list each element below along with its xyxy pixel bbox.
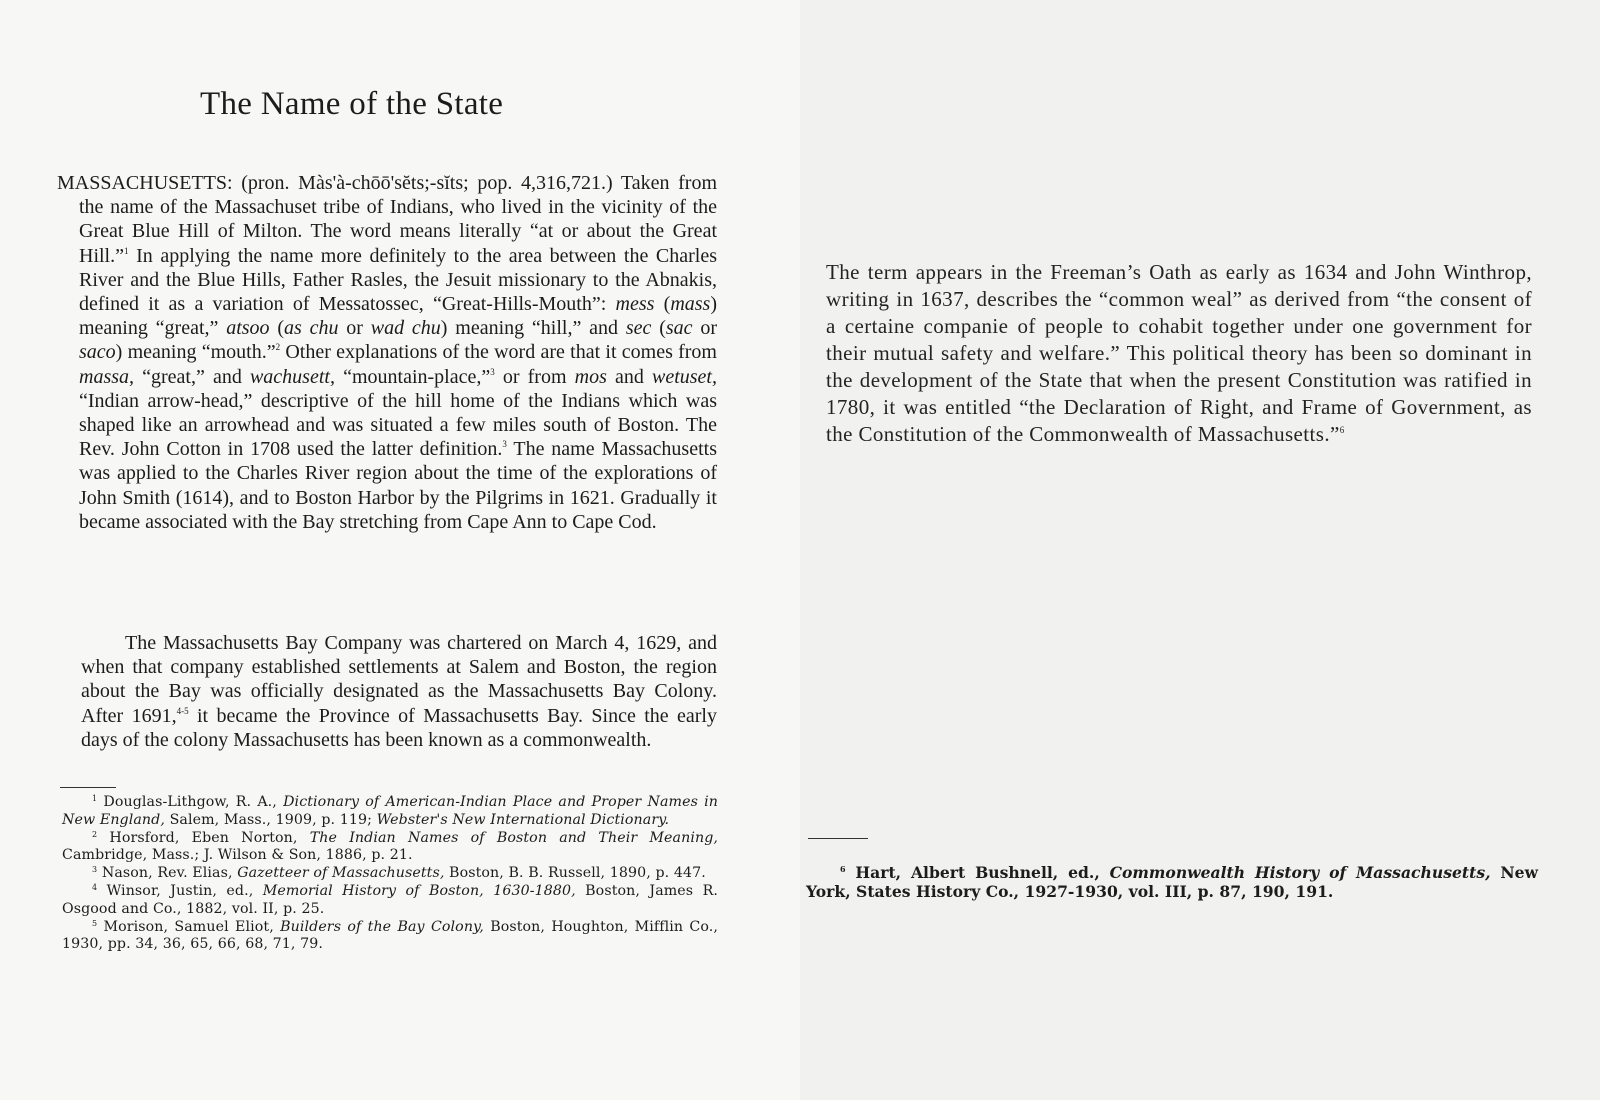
footnote-ref: 3 — [502, 439, 507, 450]
footnotes-left — [62, 794, 718, 954]
footnote-5: $^5$ Morison, Samuel Eliot, Builders of the Bay Colony, Boston, Houghton, Mifflin Co., 1930, pp. 34, 36, 65, 66, 68, 71, 79. — [62, 918, 718, 953]
footnote-1: $^1$ Douglas-Lithgow, R. A., Dictionary of American-Indian Place and Proper Names in New England, Salem, Mass., 1909, p. 119; Webster's New International Dictionary. — [62, 794, 719, 828]
body-paragraph-1: MASSACHUSETTS: (pron. Màs'à-chōō'sĕts;-sĭts; pop. 4,316,721.) Taken from the name of the Massachuset tribe of Indians, who lived in the vicinity of the Great Blue Hill of Milton. The word means literally “at or about the Great Hill.”$^1$ In applying the name more definitely to the area between the Charles River and the Blue Hills, Father Rasles, the Jesuit missionary to the Abnakis, defined it as a variation of Messatossec, “Great-Hills-Mouth”: mess (mass) meaning “great,” atsoo (as chu or wad chu) meaning “hill,” and sec (sac or saco) meaning “mouth.”$^2$ Other explanations of the word are that it comes from massa, “great,” and wachusett, “mountain-place,”$^3$ or from mos and wetuset, “Indian arrow-head,” descriptive of the hill home of the Indians which was shaped like an arrowhead and was situated a few miles south of Boston. The Rev. John Cotton in 1708 used the latter definition.$^3$ The name Massachusetts was applied to the Charles River region about the time of the explorations of John Smith (1614), and to Boston Harbor by the Pilgrims in 1621. Gradually it became associated with the Bay stretching from Cape Ann to Cape Cod. — [57, 172, 717, 533]
body-paragraph-3: The term appears in the Freeman’s Oath as early as 1634 and John Winthrop, writing in 1637, describes the “common weal” as derived from “the consent of a certaine companie of people to cohabit together under one government for their mutual safety and welfare.” This political theory has been so dominant in the development of the State that when the present Constitution was ratified in 1780, it was entitled “the Declaration of Right, and Frame of Government, as the Constitution of the Commonwealth of Massachusetts.”$^6$ — [826, 260, 1532, 446]
footnote-2: $^2$ Horsford, Eben Norton, The Indian Names of Boston and Their Meaning, Cambridge, Mass.; J. Wilson & Son, 1886, p. 21. — [62, 829, 719, 864]
footnote-ref: 1 — [124, 245, 129, 256]
footnote-ref: 4-5 — [176, 705, 189, 716]
footnote-ref: 3 — [490, 366, 495, 377]
footnote-4: $^4$ Winsor, Justin, ed., Memorial History of Boston, 1630-1880, Boston, James R. Osgood and Co., 1882, vol. II, p. 25. — [62, 882, 718, 917]
footnote-rule-right — [808, 838, 868, 839]
footnote-ref: 5 — [92, 918, 98, 928]
footnote-ref: 1 — [92, 794, 98, 803]
footnote-6: $^6$ Hart, Albert Bushnell, ed., Commonwealth History of Massachusetts, New York, States History Co., 1927-1930, vol. III, p. 87, 190, 191. — [806, 862, 1538, 901]
footnote-ref: 6 — [840, 863, 846, 874]
footnote-ref: 6 — [1339, 425, 1345, 435]
footnote-ref: 2 — [275, 342, 281, 353]
footnote-ref: 2 — [92, 829, 98, 839]
page-title: The Name of the State — [200, 86, 504, 122]
footnote-ref: 3 — [92, 865, 98, 875]
footnote-rule — [60, 787, 116, 788]
footnote-ref: 4 — [92, 882, 98, 892]
footnote-3: $^3$ Nason, Rev. Elias, Gazetteer of Massachusetts, Boston, B. B. Russell, 1890, p. 447. — [92, 865, 706, 882]
right-page — [800, 0, 1600, 1100]
body-paragraph-2: The Massachusetts Bay Company was chartered on March 4, 1629, and when that company established settlements at Salem and Boston, the region about the Bay was officially designated as the Massachusetts Bay Colony. After 1691,$^{4-5}$ it became the Province of Massachusetts Bay. Since the early days of the colony Massachusetts has been known as a commonwealth. — [81, 632, 717, 751]
